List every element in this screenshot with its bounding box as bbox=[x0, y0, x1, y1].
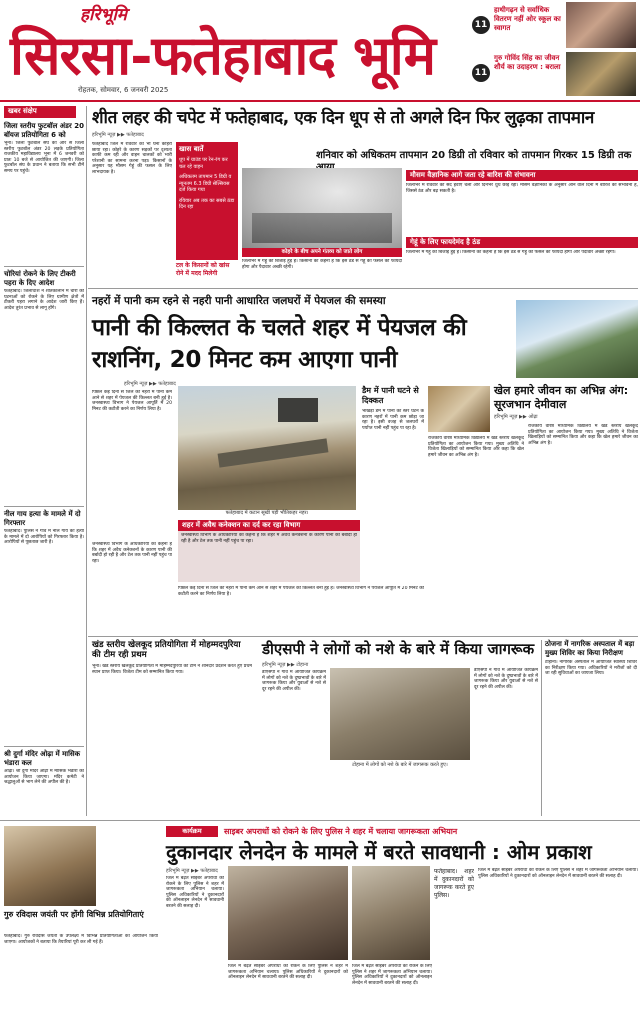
key-point: अधिकतम तापमान 5 डिग्री व न्यूनतम 6.3 डिग्री सेल्सियस दर्ज किया गया bbox=[179, 174, 232, 193]
teaser-page-badge: 11 bbox=[472, 64, 490, 82]
bottom-strap: साइबर अपराधों को रोकने के लिए पुलिस ने शहर में चलाया जागरूकता अभियान bbox=[224, 827, 458, 836]
sidebar-item[interactable] bbox=[4, 270, 84, 499]
sidebar-item[interactable] bbox=[4, 122, 84, 257]
water-body: पिछले कई दिनों से जिले की नहरों में पानी कम आने से शहर में पेयजल की किल्लत बनी हुई है। जनस्वास्थ्य विभाग ने पेयजल आपूर्ति में 20 मिनट की कटौती करने का निर्णय लिया है। bbox=[92, 390, 172, 412]
pull-quote: टल के किसानों को खांस रोने में मदद मिलेगी bbox=[176, 262, 230, 277]
bottom-left-body: फतेहाबाद। गुरु रविदास जयंती के उपलक्ष्य में विभिन्न प्रतियोगिताओं का आयोजन किया जाएगा। आयोजकों ने बताया कि तैयारियां पूरी कर ली गई हैं। bbox=[4, 934, 158, 945]
sidebar-item-body: फतेहाबाद। जिलाधीश ने शीतकालीन में चोरी की घटनाओं को रोकने के लिए ग्रामीण क्षेत्रों में टीकरी पहरा लगाने के आदेश जारी किए हैं। आदेश तुरंत प्रभाव से लागू होंगे। bbox=[4, 289, 84, 311]
lead-body-2: जिलाभर में गेहूं की बिजाई हुई है। किसानों का कहना है कि इस ठंड से गेहूं की फसल को फायदा होगा और पैदावार अच्छी रहेगी। bbox=[242, 259, 402, 270]
redbox-body: जनस्वास्थ्य विभाग के अधिकारियों का कहना है कि शहर में अवैध कनेक्शनों के कारण पानी की बर्बादी हो रही है और टेल तक पानी नहीं पहुंच पा रहा। bbox=[181, 533, 357, 544]
bottom-left-headline[interactable]: गुरु रविदास जयंती पर होंगी विभिन्न प्रतियोगिताएं bbox=[4, 910, 144, 919]
wheat-title: गेहूं के लिए फायदेमंद है ठंड bbox=[406, 237, 638, 248]
teaser-photo bbox=[566, 2, 636, 48]
dam-title: डैम में पानी घटने से दिक्कत bbox=[362, 386, 419, 405]
water-strap: नहरों में पानी कम रहने से नहरी पानी आधारित जलघरों में पेयजल की समस्या bbox=[92, 295, 386, 307]
key-points-title: खास बातें bbox=[179, 145, 204, 153]
bottom-label: कार्यक्रम bbox=[166, 826, 218, 837]
teaser-1[interactable] bbox=[472, 2, 637, 50]
sports-body: राजकीय वरिष्ठ माध्यमिक विद्यालय में खंड स्तरीय खेलकूद प्रतियोगिता का आयोजन किया गया। मुख्य अतिथि ने विजेता खिलाड़ियों को सम्मानित किया और कहा कि खेल हमारे जीवन का अभिन्न अंग है। bbox=[428, 436, 524, 458]
lead-photo bbox=[242, 168, 402, 248]
lead-photo-caption: कोहरे के बीच अपने गंतव्य को जाते लोग bbox=[242, 248, 402, 257]
lead-kicker: हरिभूमि न्यूज़ ▶▶ फतेहाबाद bbox=[92, 132, 144, 138]
sports-body-2: राजकीय वरिष्ठ माध्यमिक विद्यालय में खंड स्तरीय खेलकूद प्रतियोगिता का आयोजन किया गया। मुख्य अतिथि ने विजेता खिलाड़ियों को सम्मानित किया और कहा कि खेल हमारे जीवन का अभिन्न अंग है। bbox=[528, 424, 638, 446]
dsp-body-2: डीएसपी ने गांव में आयोजित कार्यक्रम में लोगों को नशे के दुष्प्रभावों के बारे में जागरूक किया और युवाओं से नशे से दूर रहने की अपील की। bbox=[474, 668, 538, 690]
water-kicker: हरिभूमि न्यूज़ ▶▶ फतेहाबाद bbox=[124, 381, 176, 387]
bottom-left-photo bbox=[4, 826, 96, 906]
sidebar-item-headline: चोरियां रोकने के लिए टीकरी पहरा के दिए आदेश bbox=[4, 270, 76, 287]
key-points-box bbox=[176, 142, 238, 260]
lead-body: फतेहाबाद जिले में रविवार को भी घना कोहरा छाया रहा। कोहरे के कारण सड़कों पर दृश्यता काफी कम रही और वाहन चालकों को भारी परेशानी का सामना करना पड़ा। किसानों के अनुसार यह मौसम गेहूं की फसल के लिए लाभदायक है। bbox=[92, 142, 172, 175]
redbox-title: शहर में अवैध कनेक्शन का दर्द कर रहा विभाग bbox=[178, 520, 360, 531]
science-title: मौसम वैज्ञानिक आगे जता रहे बारिश की संभावना bbox=[406, 170, 638, 181]
water-body-2: जनस्वास्थ्य विभाग के अधिकारियों का कहना है कि शहर में अवैध कनेक्शनों के कारण पानी की बर्बादी हो रही है और टेल तक पानी नहीं पहुंच पा रहा। bbox=[92, 542, 172, 564]
right-bottom-headline: ठोजना में नागरिक अस्पताल में बड़ा मुख्य शिविर का किया निरीक्षण bbox=[545, 640, 635, 657]
sports-headline[interactable]: खेल हमारे जीवन का अभिन्न अंग: सूरजभान देमीवाल bbox=[494, 384, 629, 411]
sidebar-header: खबर संक्षेप bbox=[4, 106, 76, 118]
water-headline[interactable]: पानी की किल्लत के चलते शहर में पेयजल की राशनिंग, 20 मिनट कम आएगा पानी bbox=[92, 315, 467, 373]
masthead-title: सिरसा-फतेहाबाद भूमि bbox=[10, 23, 436, 87]
dam-sidebox bbox=[362, 386, 424, 566]
bottom-body-2: जिले में बढ़ते साइबर अपराधों को रोकने के लिए पुलिस ने शहर में जागरूकता अभियान चलाया। पुलिस अधिकारियों ने दुकानदारों को ऑनलाइन लेनदेन में सावधानी बरतने की सलाह दी। bbox=[228, 964, 348, 981]
sports-kicker: हरिभूमि न्यूज़ ▶▶ ओढ़ा bbox=[494, 414, 538, 420]
sidebar bbox=[4, 106, 84, 898]
dsp-photo bbox=[330, 668, 470, 760]
dsp-headline[interactable]: डीएसपी ने लोगों को नशे के बारे में किया जागरूक bbox=[262, 640, 535, 658]
dateline: रोहतक, सोमवार, 6 जनवरी 2025 bbox=[78, 86, 169, 94]
sidebar-item-headline: नील गाय हत्या के मामले में दो गिरफ्तार bbox=[4, 510, 81, 527]
teaser-page-badge: 11 bbox=[472, 16, 490, 34]
illegal-connection-box bbox=[178, 520, 360, 582]
key-point: रविवार अब तक का सबसे ठंडा दिन रहा bbox=[179, 197, 235, 210]
dam-body: भाखड़ा डैम में पानी का स्तर घटने के कारण नहरों में पानी कम छोड़ा जा रहा है। इसी वजह से जलघरों में पर्याप्त पानी नहीं पहुंच पा रहा है। bbox=[362, 409, 424, 431]
science-body: जिलाभर में रविवार को सर्द हवाएं चलीं और दिनभर धुंध छाई रही। मौसम वैज्ञानिकों के अनुसार आने वाले दिनों में बारिश की संभावना है, जिससे ठंड और बढ़ सकती है। bbox=[406, 183, 638, 194]
lead-deck: शनिवार को अधिकतम तापमान 20 डिग्री तो रविवार को तापमान गिरकर 15 डिग्री तक bbox=[316, 150, 632, 161]
water-photo-right bbox=[516, 300, 638, 378]
sports-photo bbox=[428, 386, 490, 432]
dsp-body: डीएसपी ने गांव में आयोजित कार्यक्रम में लोगों को नशे के दुष्प्रभावों के बारे में जागरूक किया और युवाओं से नशे से दूर रहने की अपील की। bbox=[262, 670, 326, 692]
science-box bbox=[406, 170, 638, 278]
masthead bbox=[0, 0, 640, 100]
sidebar-item-headline: जिला स्तरीय फुटबॉल अंडर 20 बॉयज प्रतियोगिता 6 को bbox=[4, 122, 84, 139]
mid-left-body: भूना। खंड स्तरीय खेलकूद प्रतियोगिता में मोहम्मदपुरिया की टीम ने शानदार प्रदर्शन करते हुए प्रथम स्थान प्राप्त किया। विजेता टीम को सम्मानित किया गया। bbox=[92, 664, 252, 675]
water-body-3: पिछले कई दिनों से जिले की नहरों में पानी कम आने से शहर में पेयजल की किल्लत बनी हुई है। जनस्वास्थ्य विभाग ने पेयजल आपूर्ति में 20 मिनट की कटौती करने का निर्णय लिया है। bbox=[178, 586, 424, 597]
water-photo-caption: फतेहाबाद में कटान सूखी पड़ी भौतिकहर नहर। bbox=[225, 510, 309, 516]
right-bottom-body: टोहाना। नागरिक अस्पताल में आयोजित स्वास्थ्य शिविर का निरीक्षण किया गया। अधिकारियों ने मरीजों को दी जा रही सुविधाओं का जायजा लिया। bbox=[545, 660, 637, 677]
lead-headline[interactable]: शीत लहर की चपेट में फतेहाबाद, एक दिन धूप से तो अगले दिन फिर लुढ़का तापमान bbox=[92, 108, 594, 128]
bottom-body-3: जिले में बढ़ते साइबर अपराधों को रोकने के लिए पुलिस ने शहर में जागरूकता अभियान चलाया। पुलिस अधिकारियों ने दुकानदारों को ऑनलाइन लेनदेन में सावधानी बरतने की सलाह दी। bbox=[352, 964, 432, 986]
bottom-body-4: जिले में बढ़ते साइबर अपराधों को रोकने के लिए पुलिस ने शहर में जागरूकता अभियान चलाया। पुलिस अधिकारियों ने दुकानदारों को ऑनलाइन लेनदेन में सावधानी बरतने की सलाह दी। bbox=[478, 868, 638, 879]
bottom-body: जिले में बढ़ते साइबर अपराधों को रोकने के लिए पुलिस ने शहर में जागरूकता अभियान चलाया। पुलिस अधिकारियों ने दुकानदारों को ऑनलाइन लेनदेन में सावधानी बरतने की सलाह दी। bbox=[166, 876, 224, 909]
sidebar-item-body: भूना। जिला फुटबॉल संघ की ओर से जिला स्तरीय फुटबॉल अंडर 20 लड़के प्रतियोगिता राजकीय महाविद्यालय भूना में 6 जनवरी को प्रातः 10 बजे से आयोजित की जाएगी। जिला फुटबॉल संघ के प्रधान ने बताया कि सभी टीमें समय पर पहुंचें। bbox=[4, 141, 84, 174]
sidebar-item-headline: श्री दुर्गा मंदिर ओढ़ा में मासिक भंडारा कल bbox=[4, 750, 81, 767]
teaser-2[interactable] bbox=[472, 52, 637, 98]
sidebar-item-body: फतेहाबाद। पुलिस ने गांव में नील गाय की हत्या के मामले में दो आरोपियों को गिरफ्तार किया है। आरोपियों से पूछताछ जारी है। bbox=[4, 529, 84, 546]
water-photo bbox=[178, 386, 356, 510]
teaser-text: हाथीगढ़न से सर्वाधिक वितरण नहीं ओर स्कूल का स्वागत bbox=[494, 6, 561, 32]
key-point: धूप में ग्राउंड पर रेन-रंग कर चल रहे वाहन bbox=[179, 157, 228, 170]
bottom-kicker: हरिभूमि न्यूज़ ▶▶ फतेहाबाद bbox=[166, 868, 218, 874]
mid-left-headline: खंड स्तरीय खेलकूद प्रतियोगिता में मोहम्मदपुरिया की टीम रही प्रथम bbox=[92, 640, 241, 660]
mid-left-story[interactable] bbox=[92, 640, 252, 820]
bottom-headline[interactable]: दुकानदार लेनदेन के मामले में बरते सावधानी : ओम प्रकाश bbox=[166, 840, 592, 864]
sidebar-item-body: ओढ़ा। श्री दुर्गा मंदिर ओढ़ा में मासिक भंडारा का आयोजन किया जाएगा। मंदिर कमेटी ने श्रद्धालुओं से भाग लेने की अपील की है। bbox=[4, 769, 84, 786]
wheat-body: जिलाभर में गेहूं की बिजाई हुई है। किसानों का कहना है कि इस ठंड से गेहूं की फसल को फायदा होगा और पैदावार अच्छी रहेगी। bbox=[406, 250, 616, 255]
dsp-photo-caption: टोहाना में लोगों को नशे के बारे में जागरूक करते हुए। bbox=[352, 762, 448, 768]
bottom-side-caption: फतेहाबाद। शहर में दुकानदारों को जागरूक करते हुए पुलिस। bbox=[434, 868, 474, 899]
bottom-photo-2 bbox=[352, 866, 430, 960]
teaser-photo bbox=[566, 52, 636, 96]
dsp-kicker: हरिभूमि न्यूज़ ▶▶ टोहाना bbox=[262, 662, 309, 668]
sidebar-item[interactable] bbox=[4, 510, 84, 729]
logo-small: हरिभूमि bbox=[80, 5, 127, 25]
bottom-photo bbox=[228, 866, 348, 960]
right-bottom-story[interactable] bbox=[545, 640, 637, 816]
teaser-text: गुरु गोविंद सिंह का जीवन शौर्य का उदाहरण : बराला bbox=[494, 54, 561, 71]
